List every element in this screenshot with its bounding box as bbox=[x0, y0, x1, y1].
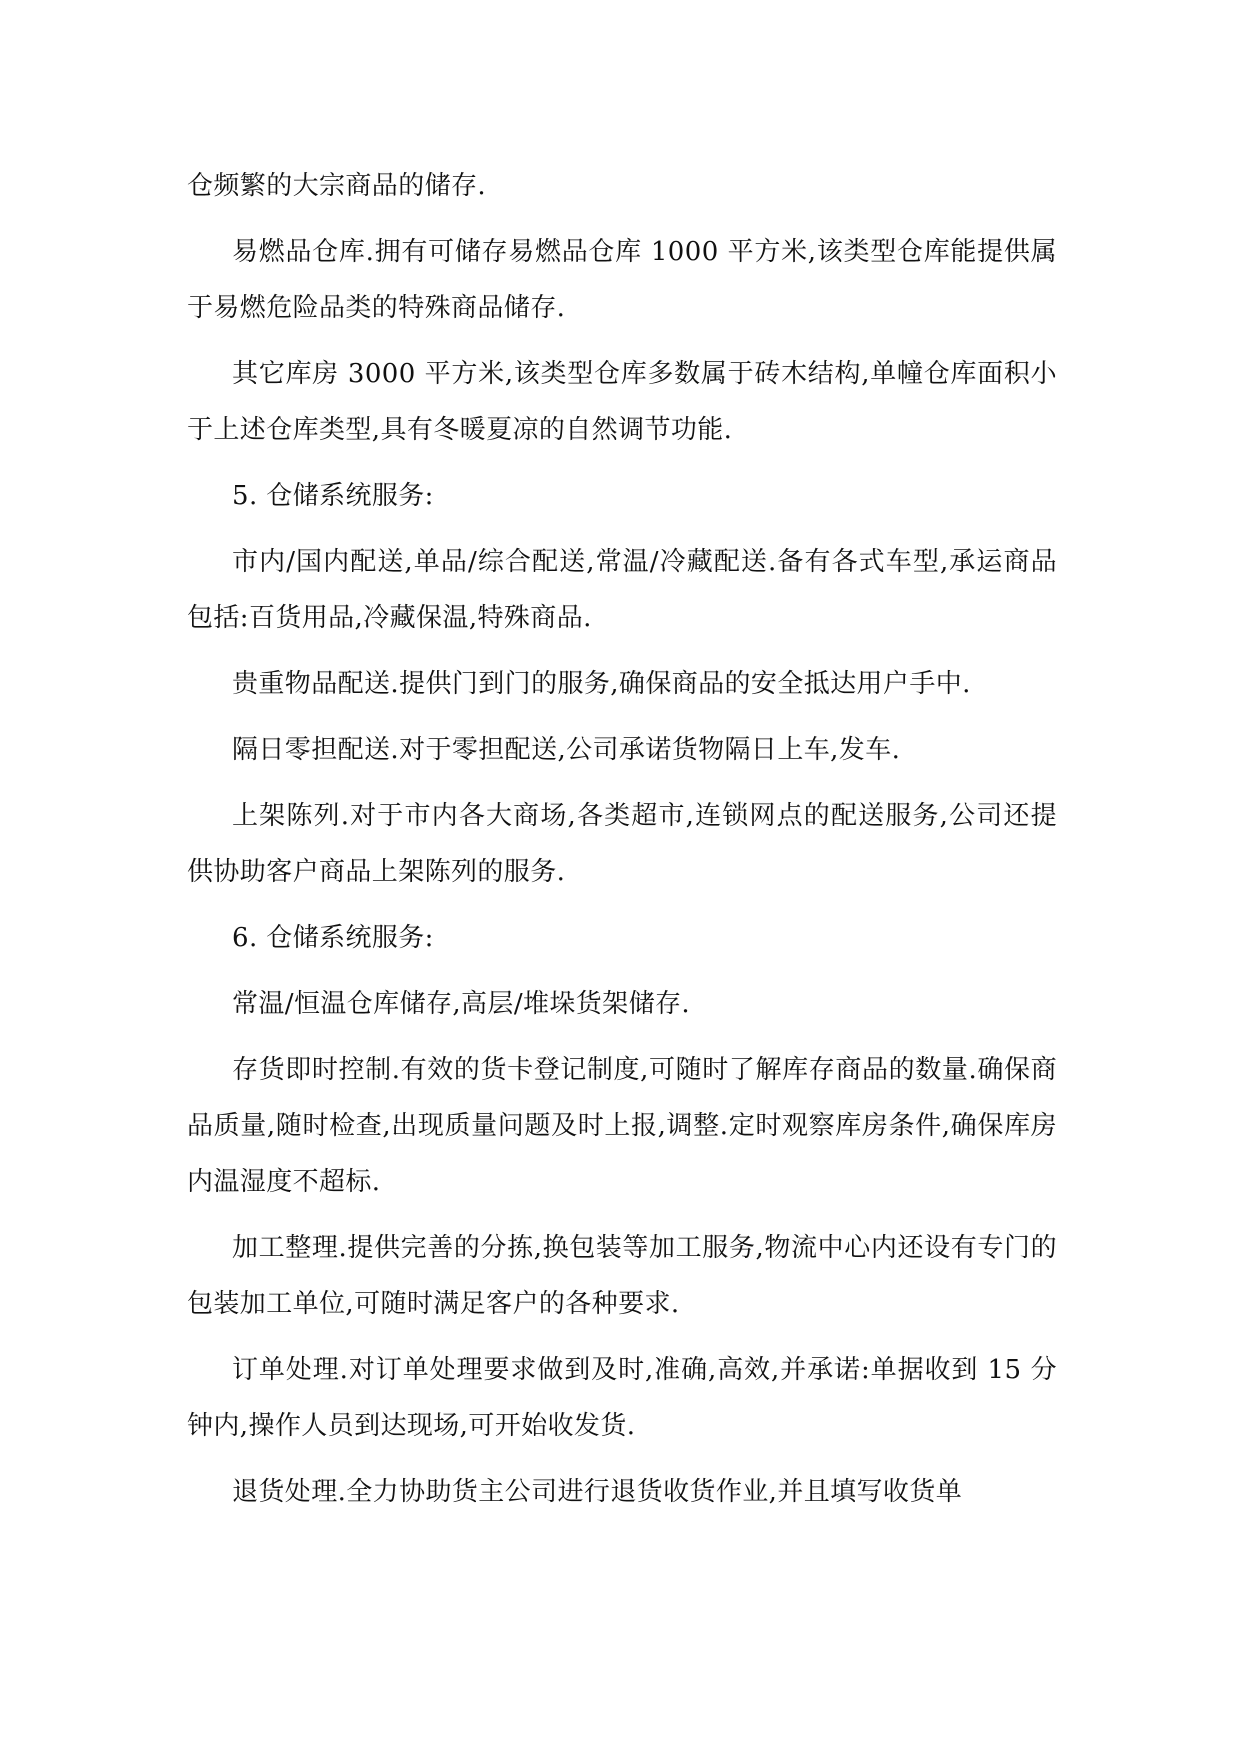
section-heading-6: 6. 仓储系统服务: bbox=[232, 923, 434, 953]
paragraph-11: 订单处理.对订单处理要求做到及时,准确,高效,并承诺:单据收到 15 分钟内,操作人员到达现场,可开始收发货. bbox=[187, 1355, 1057, 1441]
paragraph-5: 贵重物品配送.提供门到门的服务,确保商品的安全抵达用户手中. bbox=[232, 669, 971, 699]
section-heading-5: 5. 仓储系统服务: bbox=[232, 481, 434, 511]
paragraph-2: 易燃品仓库.拥有可储存易燃品仓库 1000 平方米,该类型仓库能提供属于易燃危险品类的特殊商品储存. bbox=[187, 237, 1057, 323]
paragraph-9: 存货即时控制.有效的货卡登记制度,可随时了解库存商品的数量.确保商品质量,随时检查,出现质量问题及时上报,调整.定时观察库房条件,确保库房内温湿度不超标. bbox=[187, 1055, 1057, 1197]
document-page bbox=[187, 158, 1057, 1530]
paragraph-8: 常温/恒温仓库储存,高层/堆垛货架储存. bbox=[232, 989, 691, 1019]
paragraph-6: 隔日零担配送.对于零担配送,公司承诺货物隔日上车,发车. bbox=[232, 735, 901, 765]
paragraph-3: 其它库房 3000 平方米,该类型仓库多数属于砖木结构,单幢仓库面积小于上述仓库类型,具有冬暖夏凉的自然调节功能. bbox=[187, 359, 1057, 445]
paragraph-1: 仓频繁的大宗商品的储存. bbox=[187, 171, 487, 201]
paragraph-10: 加工整理.提供完善的分拣,换包装等加工服务,物流中心内还设有专门的包装加工单位,可随时满足客户的各种要求. bbox=[187, 1233, 1057, 1319]
paragraph-7: 上架陈列.对于市内各大商场,各类超市,连锁网点的配送服务,公司还提供协助客户商品上架陈列的服务. bbox=[187, 801, 1057, 887]
paragraph-4: 市内/国内配送,单品/综合配送,常温/冷藏配送.备有各式车型,承运商品包括:百货用品,冷藏保温,特殊商品. bbox=[187, 547, 1057, 633]
paragraph-12: 退货处理.全力协助货主公司进行退货收货作业,并且填写收货单 bbox=[232, 1477, 963, 1507]
